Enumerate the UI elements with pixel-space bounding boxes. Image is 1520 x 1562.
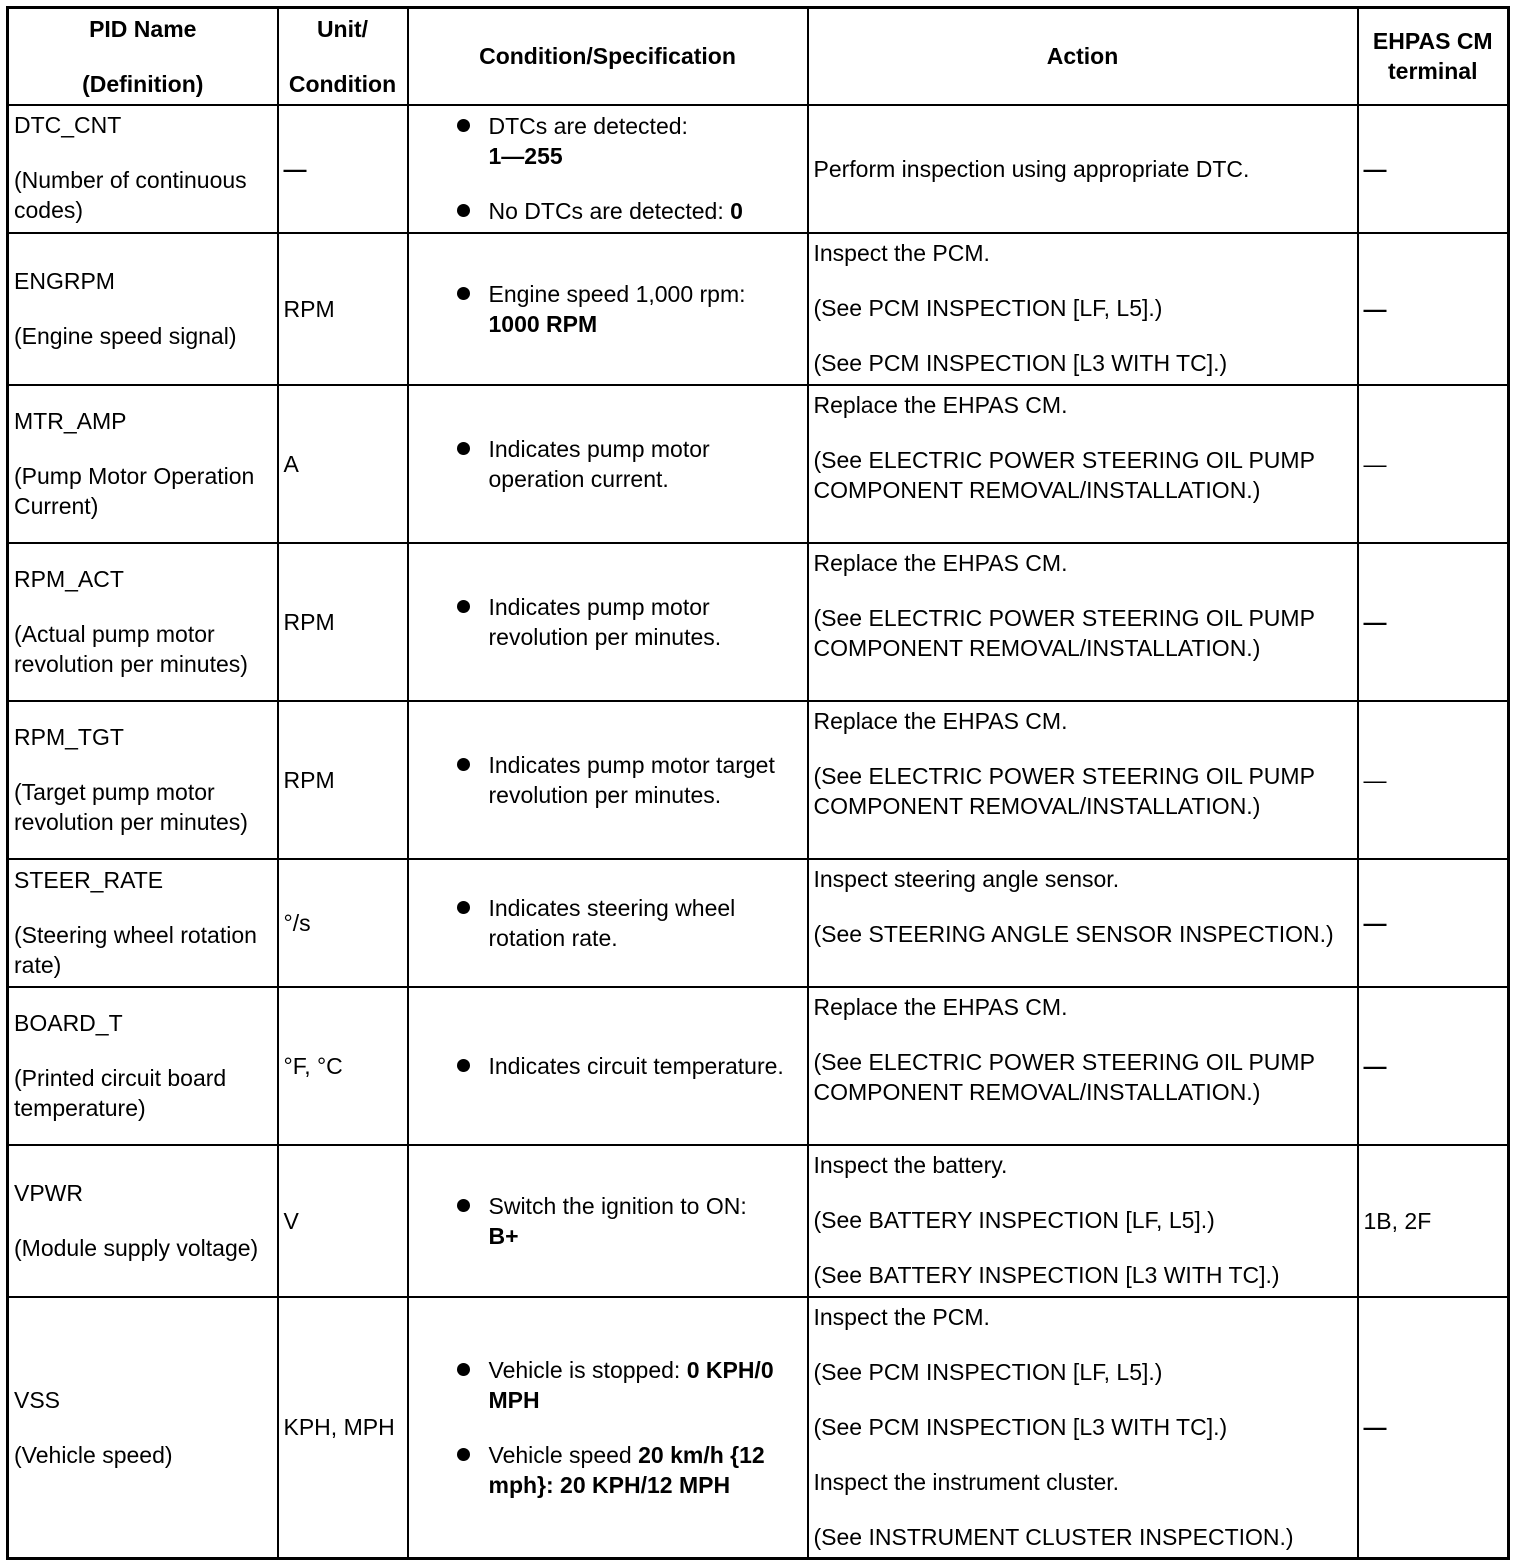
condition-item: Switch the ignition to ON: B+ [455,1191,802,1251]
unit-cell: KPH, MPH [278,1297,408,1559]
pid-definition: (Pump Motor Operation Current) [14,463,255,519]
pid-cell [8,987,278,1145]
action-cell: Inspect steering angle sensor. (See STEERING ANGLE SENSOR INSPECTION.) [808,859,1358,987]
header-pid-name: PID Name (Definition) [8,8,278,105]
pid-cell [8,701,278,859]
unit-cell: °F, °C [278,987,408,1145]
pid-cell [8,233,278,385]
pid-name: BOARD_T [14,1010,123,1036]
condition-item: Indicates circuit temperature. [455,1051,802,1081]
condition-cell [408,859,808,987]
pid-table [6,6,1510,1560]
action-cell: Replace the EHPAS CM. (See ELECTRIC POWER STEERING OIL PUMP COMPONENT REMOVAL/INSTALLATION.) [808,385,1358,543]
pid-definition: (Number of continuous codes) [14,166,247,223]
condition-item: Indicates steering wheel rotation rate. [455,893,802,953]
action-cell: Inspect the PCM. (See PCM INSPECTION [LF, L5].) (See PCM INSPECTION [L3 WITH TC].) [808,233,1358,385]
pid-definition: (Steering wheel rotation rate) [14,922,257,978]
unit-cell: °/s [278,859,408,987]
pid-definition: (Printed circuit board temperature) [14,1065,227,1121]
action-cell: Replace the EHPAS CM. (See ELECTRIC POWER STEERING OIL PUMP COMPONENT REMOVAL/INSTALLATION.) [808,543,1358,701]
pid-cell [8,859,278,987]
condition-cell [408,1297,808,1559]
unit-cell: — [278,105,408,233]
pid-cell [8,1297,278,1559]
unit-cell: RPM [278,701,408,859]
header-row [8,8,1509,105]
condition-item: Vehicle speed 20 km/h {12 mph}: 20 KPH/12 MPH [455,1440,802,1500]
table-row [8,233,1509,385]
condition-item: Engine speed 1,000 rpm: 1000 RPM [455,279,802,339]
condition-cell [408,987,808,1145]
terminal-cell: — [1358,543,1509,701]
pid-name: RPM_TGT [14,724,124,750]
table-row [8,1297,1509,1559]
terminal-cell: — [1358,1297,1509,1559]
pid-name: STEER_RATE [14,867,164,893]
unit-cell: V [278,1145,408,1297]
table-row [8,543,1509,701]
table-row [8,105,1509,233]
condition-item: No DTCs are detected: 0 [455,196,802,226]
table-row [8,701,1509,859]
pid-definition: (Module supply voltage) [14,1235,259,1261]
header-action: Action [808,8,1358,105]
pid-name: MTR_AMP [14,408,127,434]
action-cell: Inspect the battery. (See BATTERY INSPECTION [LF, L5].) (See BATTERY INSPECTION [L3 WITH TC].) [808,1145,1358,1297]
condition-item: Indicates pump motor operation current. [455,434,802,494]
terminal-cell: — [1358,987,1509,1145]
header-ehpas-terminal: EHPAS CM terminal [1358,8,1509,105]
condition-item: Indicates pump motor target revolution per minutes. [455,750,802,810]
pid-cell [8,1145,278,1297]
pid-cell [8,543,278,701]
pid-name: RPM_ACT [14,566,124,592]
pid-name: ENGRPM [14,268,115,294]
unit-cell: A [278,385,408,543]
condition-cell [408,1145,808,1297]
pid-name: VPWR [14,1180,83,1206]
terminal-cell: — [1358,105,1509,233]
action-cell: Perform inspection using appropriate DTC. [808,105,1358,233]
header-unit-condition: Unit/ Condition [278,8,408,105]
condition-item: Indicates pump motor revolution per minutes. [455,592,802,652]
terminal-cell: — [1358,701,1509,859]
table-row [8,385,1509,543]
pid-definition: (Vehicle speed) [14,1441,173,1468]
pid-definition: (Engine speed signal) [14,323,237,349]
table-row [8,1145,1509,1297]
pid-cell [8,105,278,233]
condition-cell [408,233,808,385]
terminal-cell: 1B, 2F [1358,1145,1509,1297]
condition-cell [408,385,808,543]
terminal-cell: — [1358,385,1509,543]
condition-cell [408,543,808,701]
header-condition-specification: Condition/Specification [408,8,808,105]
condition-cell [408,701,808,859]
table-row [8,987,1509,1145]
terminal-cell: — [1358,859,1509,987]
pid-cell [8,385,278,543]
action-cell: Replace the EHPAS CM. (See ELECTRIC POWER STEERING OIL PUMP COMPONENT REMOVAL/INSTALLATION.) [808,987,1358,1145]
condition-item: DTCs are detected: 1—255 [455,111,802,171]
table-row [8,859,1509,987]
pid-name: DTC_CNT [14,111,122,138]
pid-definition: (Actual pump motor revolution per minutes) [14,621,248,677]
unit-cell: RPM [278,543,408,701]
action-cell: Inspect the PCM. (See PCM INSPECTION [LF, L5].) (See PCM INSPECTION [L3 WITH TC].) Inspect the instrument cluster. (See INSTRUMENT CLUSTER INSPECTION.) [808,1297,1358,1559]
condition-item: Vehicle is stopped: 0 KPH/0 MPH [455,1355,802,1415]
pid-definition: (Target pump motor revolution per minutes) [14,779,248,835]
pid-name: VSS [14,1386,61,1413]
terminal-cell: — [1358,233,1509,385]
condition-cell [408,105,808,233]
unit-cell: RPM [278,233,408,385]
action-cell: Replace the EHPAS CM. (See ELECTRIC POWER STEERING OIL PUMP COMPONENT REMOVAL/INSTALLATION.) [808,701,1358,859]
